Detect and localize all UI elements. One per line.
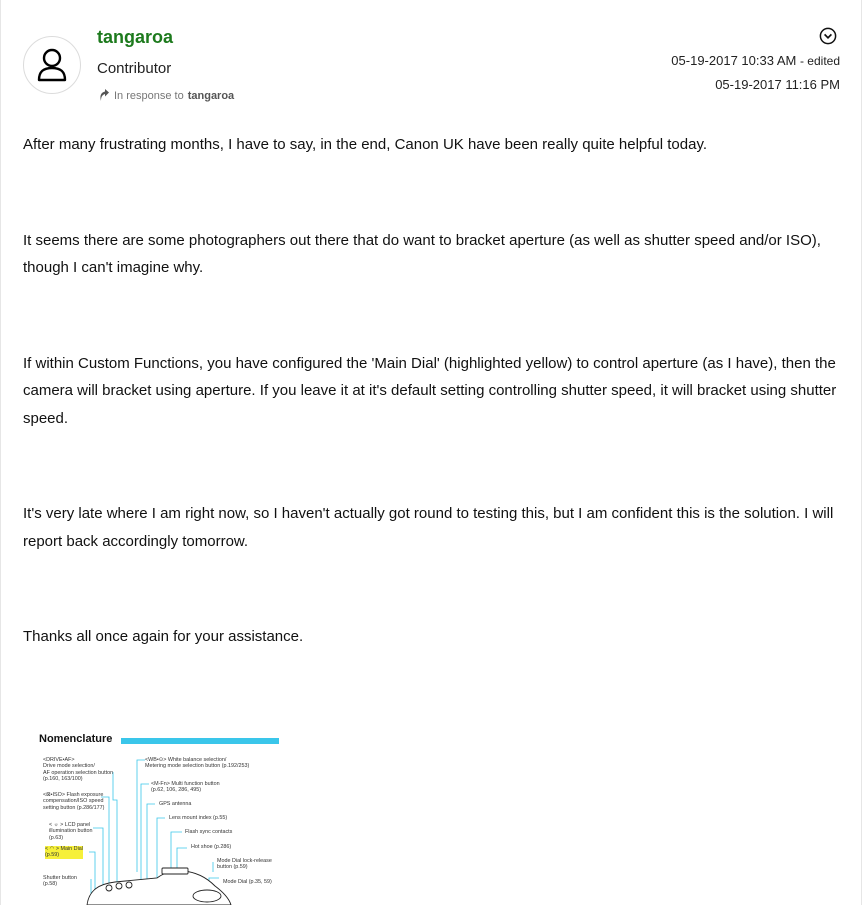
author-name-link[interactable]: tangaroa (97, 27, 174, 47)
reply-arrow-icon (98, 89, 110, 102)
label-shutter-button: Shutter button (p.58) (43, 875, 77, 888)
author-rank: Contributor (97, 60, 172, 77)
post-date (671, 53, 840, 68)
label-lens-mount-index: Lens mount index (p.55) (169, 815, 228, 821)
in-response-user-link[interactable]: tangaroa (187, 89, 235, 102)
edited-label: - edited (799, 54, 840, 68)
paragraph: If within Custom Functions, you have configured the 'Main Dial' (highlighted yellow) to control aperture (as I have), then the camera will bracket using aperture. If you leave it at it's default setting controlling shutter speed, it will bracket using shutter speed. (23, 354, 837, 427)
label-mode-dial-lock: Mode Dial lock-release button (p.59) (217, 858, 272, 871)
label-lcd-illumination: < ☼ > LCD panel illumination button (p.63) (49, 822, 93, 841)
post-date-value: 05-19-2017 10:33 AM (671, 53, 797, 68)
label-gps-antenna: GPS antenna (159, 801, 192, 807)
paragraph: It seems there are some photographers out there that do want to bracket aperture (as well as shutter speed and/or ISO), though I can't imagine why. (23, 231, 821, 276)
post-options-button[interactable] (819, 27, 837, 45)
chevron-down-circle-icon (819, 27, 837, 45)
nomenclature-image[interactable] (37, 732, 283, 905)
label-flash-exposure: <⊠•ISO> Flash exposure compensation/ISO speed setting button (p.286/177) (43, 792, 105, 811)
label-white-balance: <WB•⊙> White balance selection/ Metering mode selection button (p.192/253) (145, 757, 250, 770)
edited-date: 05-19-2017 11:16 PM (715, 77, 840, 92)
avatar[interactable] (23, 36, 81, 94)
paragraph: Thanks all once again for your assistance. (23, 628, 304, 645)
label-mode-dial: Mode Dial (p.35, 59) (223, 879, 272, 885)
user-outline-icon (32, 45, 72, 85)
in-response-prefix: In response to (114, 89, 184, 102)
label-main-dial: < ◠ > Main Dial (p.59) (45, 846, 83, 859)
in-response-to[interactable] (98, 89, 234, 102)
label-hot-shoe: Hot shoe (p.286) (191, 844, 232, 850)
label-multi-function: <M-Fn> Multi function button (p.62, 106, 286, 495) (151, 781, 220, 794)
label-flash-sync: Flash sync contacts (185, 829, 233, 835)
paragraph: After many frustrating months, I have to say, in the end, Canon UK have been really quite helpful today. (23, 136, 708, 153)
paragraph: It's very late where I am right now, so I haven't actually got round to testing this, but I am confident this is the solution. I will report back accordingly tomorrow. (23, 505, 834, 550)
nomenclature-title: Nomenclature (39, 733, 113, 745)
label-drive-mode: <DRIVE•AF> Drive mode selection/ AF operation selection button (p.160, 163/100) (43, 757, 114, 783)
post-body (23, 131, 845, 651)
